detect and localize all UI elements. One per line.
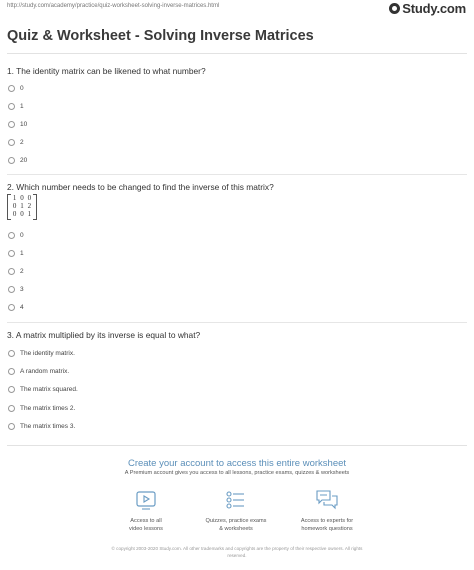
option-label: 10: [20, 120, 28, 128]
radio-button[interactable]: [8, 121, 15, 128]
answer-option[interactable]: [8, 248, 24, 258]
answer-option[interactable]: [8, 403, 75, 413]
feature-label-line: & worksheets: [219, 526, 253, 532]
feature-quizzes: [196, 488, 276, 533]
option-label: The matrix times 3.: [20, 422, 76, 430]
feature-experts: [287, 488, 367, 533]
option-label: 2: [20, 138, 24, 146]
matrix-cell: 1: [27, 210, 32, 218]
matrix-row: [8, 202, 36, 210]
matrix-cell: 1: [20, 202, 24, 210]
feature-label: [106, 517, 186, 533]
feature-label-line: Access to all: [130, 518, 162, 524]
answer-option[interactable]: [8, 366, 69, 376]
radio-button[interactable]: [8, 368, 15, 375]
answer-option[interactable]: [8, 119, 27, 129]
page-title: Quiz & Worksheet - Solving Inverse Matrices: [7, 28, 314, 44]
feature-video-lessons: [106, 488, 186, 533]
quizzes-icon: [224, 488, 248, 512]
feature-label-line: video lessons: [129, 526, 163, 532]
question-3-text: 3. A matrix multiplied by its inverse is equal to what?: [7, 330, 201, 340]
option-label: 1: [20, 102, 24, 110]
feature-label-line: homework questions: [301, 526, 353, 532]
question-2-text: 2. Which number needs to be changed to find the inverse of this matrix?: [7, 182, 274, 192]
matrix: [7, 194, 37, 220]
video-lessons-icon: [134, 488, 158, 512]
matrix-cell: 1: [12, 194, 17, 202]
radio-button[interactable]: [8, 286, 15, 293]
copyright-notice: [0, 545, 474, 559]
answer-option[interactable]: [8, 421, 75, 431]
answer-option[interactable]: [8, 284, 24, 294]
answer-option[interactable]: [8, 137, 24, 147]
answer-option[interactable]: [8, 348, 75, 358]
answer-option[interactable]: [8, 83, 24, 93]
matrix-row: [8, 194, 36, 202]
answer-option[interactable]: [8, 101, 24, 111]
matrix-cell: 0: [20, 210, 24, 218]
option-label: The matrix times 2.: [20, 404, 76, 412]
feature-label-line: Access to experts for: [300, 518, 354, 524]
option-label: 4: [20, 303, 24, 311]
radio-button[interactable]: [8, 350, 15, 357]
answer-option[interactable]: [8, 384, 78, 394]
page-url: http://study.com/academy/practice/quiz-worksheet-solving-inverse-matrices.html: [7, 3, 220, 9]
option-label: 3: [20, 285, 24, 293]
radio-button[interactable]: [8, 268, 15, 275]
copyright-line: © copyright 2003-2020 Study.com. All other trademarks and copyrights are the property of their respective owners. All rights: [111, 546, 363, 551]
radio-button[interactable]: [8, 386, 15, 393]
radio-button[interactable]: [8, 157, 15, 164]
option-label: The identity matrix.: [20, 349, 75, 357]
answer-option[interactable]: [8, 230, 24, 240]
matrix-cell: 0: [12, 210, 17, 218]
answer-option[interactable]: [8, 155, 27, 165]
feature-label: [196, 517, 276, 533]
option-label: 20: [20, 156, 28, 164]
radio-button[interactable]: [8, 250, 15, 257]
radio-button[interactable]: [8, 423, 15, 430]
experts-chat-icon: [314, 488, 340, 512]
radio-button[interactable]: [8, 85, 15, 92]
divider: [7, 174, 467, 175]
radio-button[interactable]: [8, 139, 15, 146]
create-account-link[interactable]: Create your account to access this entire worksheet: [127, 458, 347, 469]
matrix-row: [8, 210, 36, 218]
answer-option[interactable]: [8, 266, 24, 276]
divider: [7, 53, 467, 54]
feature-label: [287, 517, 367, 533]
logo-text: Study.com: [402, 1, 466, 16]
radio-button[interactable]: [8, 304, 15, 311]
option-label: 2: [20, 267, 24, 275]
matrix-cell: 0: [20, 194, 24, 202]
radio-button[interactable]: [8, 232, 15, 239]
radio-button[interactable]: [8, 405, 15, 412]
copyright-line: reserved.: [227, 553, 247, 558]
radio-button[interactable]: [8, 103, 15, 110]
question-1-text: 1. The identity matrix can be likened to what number?: [7, 66, 206, 76]
study-logo-icon: [389, 3, 400, 14]
study-logo[interactable]: [389, 1, 466, 16]
option-label: 0: [20, 231, 24, 239]
matrix-cell: 0: [12, 202, 17, 210]
option-label: 1: [20, 249, 24, 257]
matrix-cell: 2: [27, 202, 32, 210]
answer-option[interactable]: [8, 302, 24, 312]
option-label: The matrix squared.: [20, 385, 78, 393]
matrix-cell: 0: [27, 194, 32, 202]
option-label: 0: [20, 84, 24, 92]
top-bar: [0, 0, 474, 20]
option-label: A random matrix.: [20, 367, 70, 375]
feature-label-line: Quizzes, practice exams: [205, 518, 267, 524]
divider: [7, 445, 467, 446]
divider: [7, 322, 467, 323]
premium-description: A Premium account gives you access to all lessons, practice exams, quizzes & worksheets: [124, 470, 350, 476]
